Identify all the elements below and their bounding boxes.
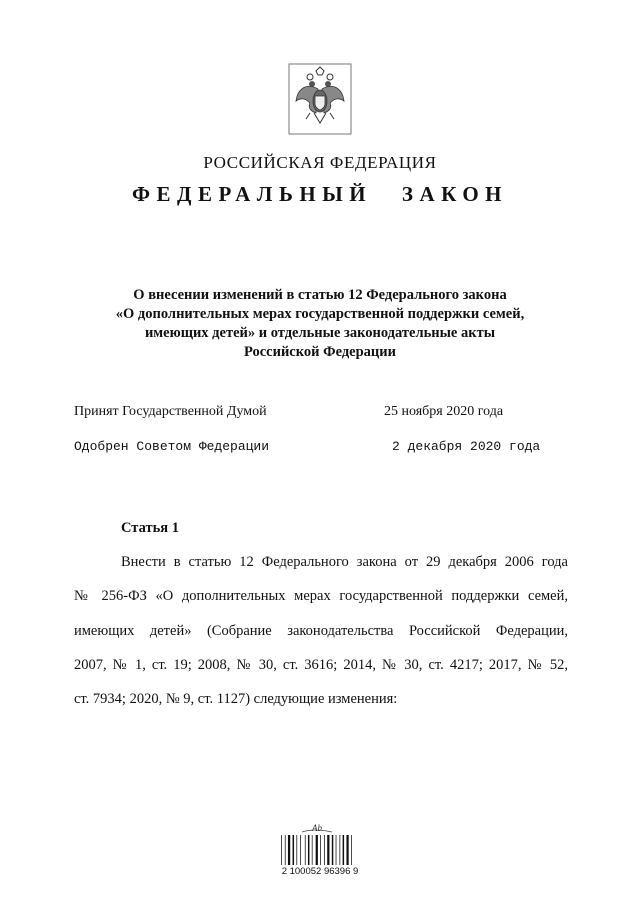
barcode-bar (346, 835, 348, 865)
barcode-bar (332, 835, 334, 865)
law-title-line: О внесении изменений в статью 12 Федерального закона (133, 287, 507, 303)
council-approval-date: 2 декабря 2020 года (392, 439, 541, 454)
duma-adoption-label: Принят Государственной Думой (74, 404, 267, 419)
barcode-bar (285, 835, 286, 865)
law-title (60, 286, 580, 362)
duma-adoption-date: 25 ноября 2020 года (384, 404, 504, 419)
article-heading: Статья 1 (121, 520, 179, 536)
council-approval-label: Одобрен Советом Федерации (74, 439, 270, 454)
law-title-line: имеющих детей» и отдельные законодательные акты (144, 325, 496, 341)
barcode-bar (305, 835, 306, 865)
barcode-bar (336, 835, 337, 865)
barcode-bar (312, 835, 313, 865)
barcode-bar (327, 835, 329, 865)
barcode-bar (288, 835, 290, 865)
barcode-bar (320, 835, 321, 865)
law-title-line: «О дополнительных мерах государственной поддержки семей, (115, 306, 525, 322)
barcode-digits: 2 100052 96396 9 (281, 866, 359, 877)
barcode-bar (343, 835, 345, 865)
coat-of-arms-emblem (288, 63, 352, 135)
country-heading: РОССИЙСКАЯ ФЕДЕРАЦИЯ (203, 153, 437, 172)
barcode-bar (293, 835, 295, 865)
barcode-bar (316, 835, 318, 865)
document-type-heading: ФЕДЕРАЛЬНЫЙ ЗАКОН (132, 182, 508, 206)
article-line: имеющих детей» (Собрание законодательства Российской Федерации, (74, 623, 568, 639)
stamp-initials: Ab (312, 823, 322, 833)
barcode-bar (300, 835, 301, 865)
barcode-bar (281, 835, 282, 865)
law-title-line: Российской Федерации (243, 344, 396, 360)
article-line: ст. 7934; 2020, № 9, ст. 1127) следующие изменения: (74, 691, 398, 707)
barcode-bar (340, 835, 341, 865)
article-line: 2007, № 1, ст. 19; 2008, № 30, ст. 3616; 2014, № 30, ст. 4217; 2017, № 52, (74, 657, 568, 673)
barcode-bar (324, 835, 325, 865)
article-line: Внести в статью 12 Федерального закона от 29 декабря 2006 года (121, 554, 568, 570)
barcode-bars (281, 835, 352, 865)
barcode-bar (351, 835, 352, 865)
barcode-bar (296, 835, 297, 865)
article-line: № 256-ФЗ «О дополнительных мерах государственной поддержки семей, (74, 588, 568, 604)
barcode-bar (308, 835, 310, 865)
